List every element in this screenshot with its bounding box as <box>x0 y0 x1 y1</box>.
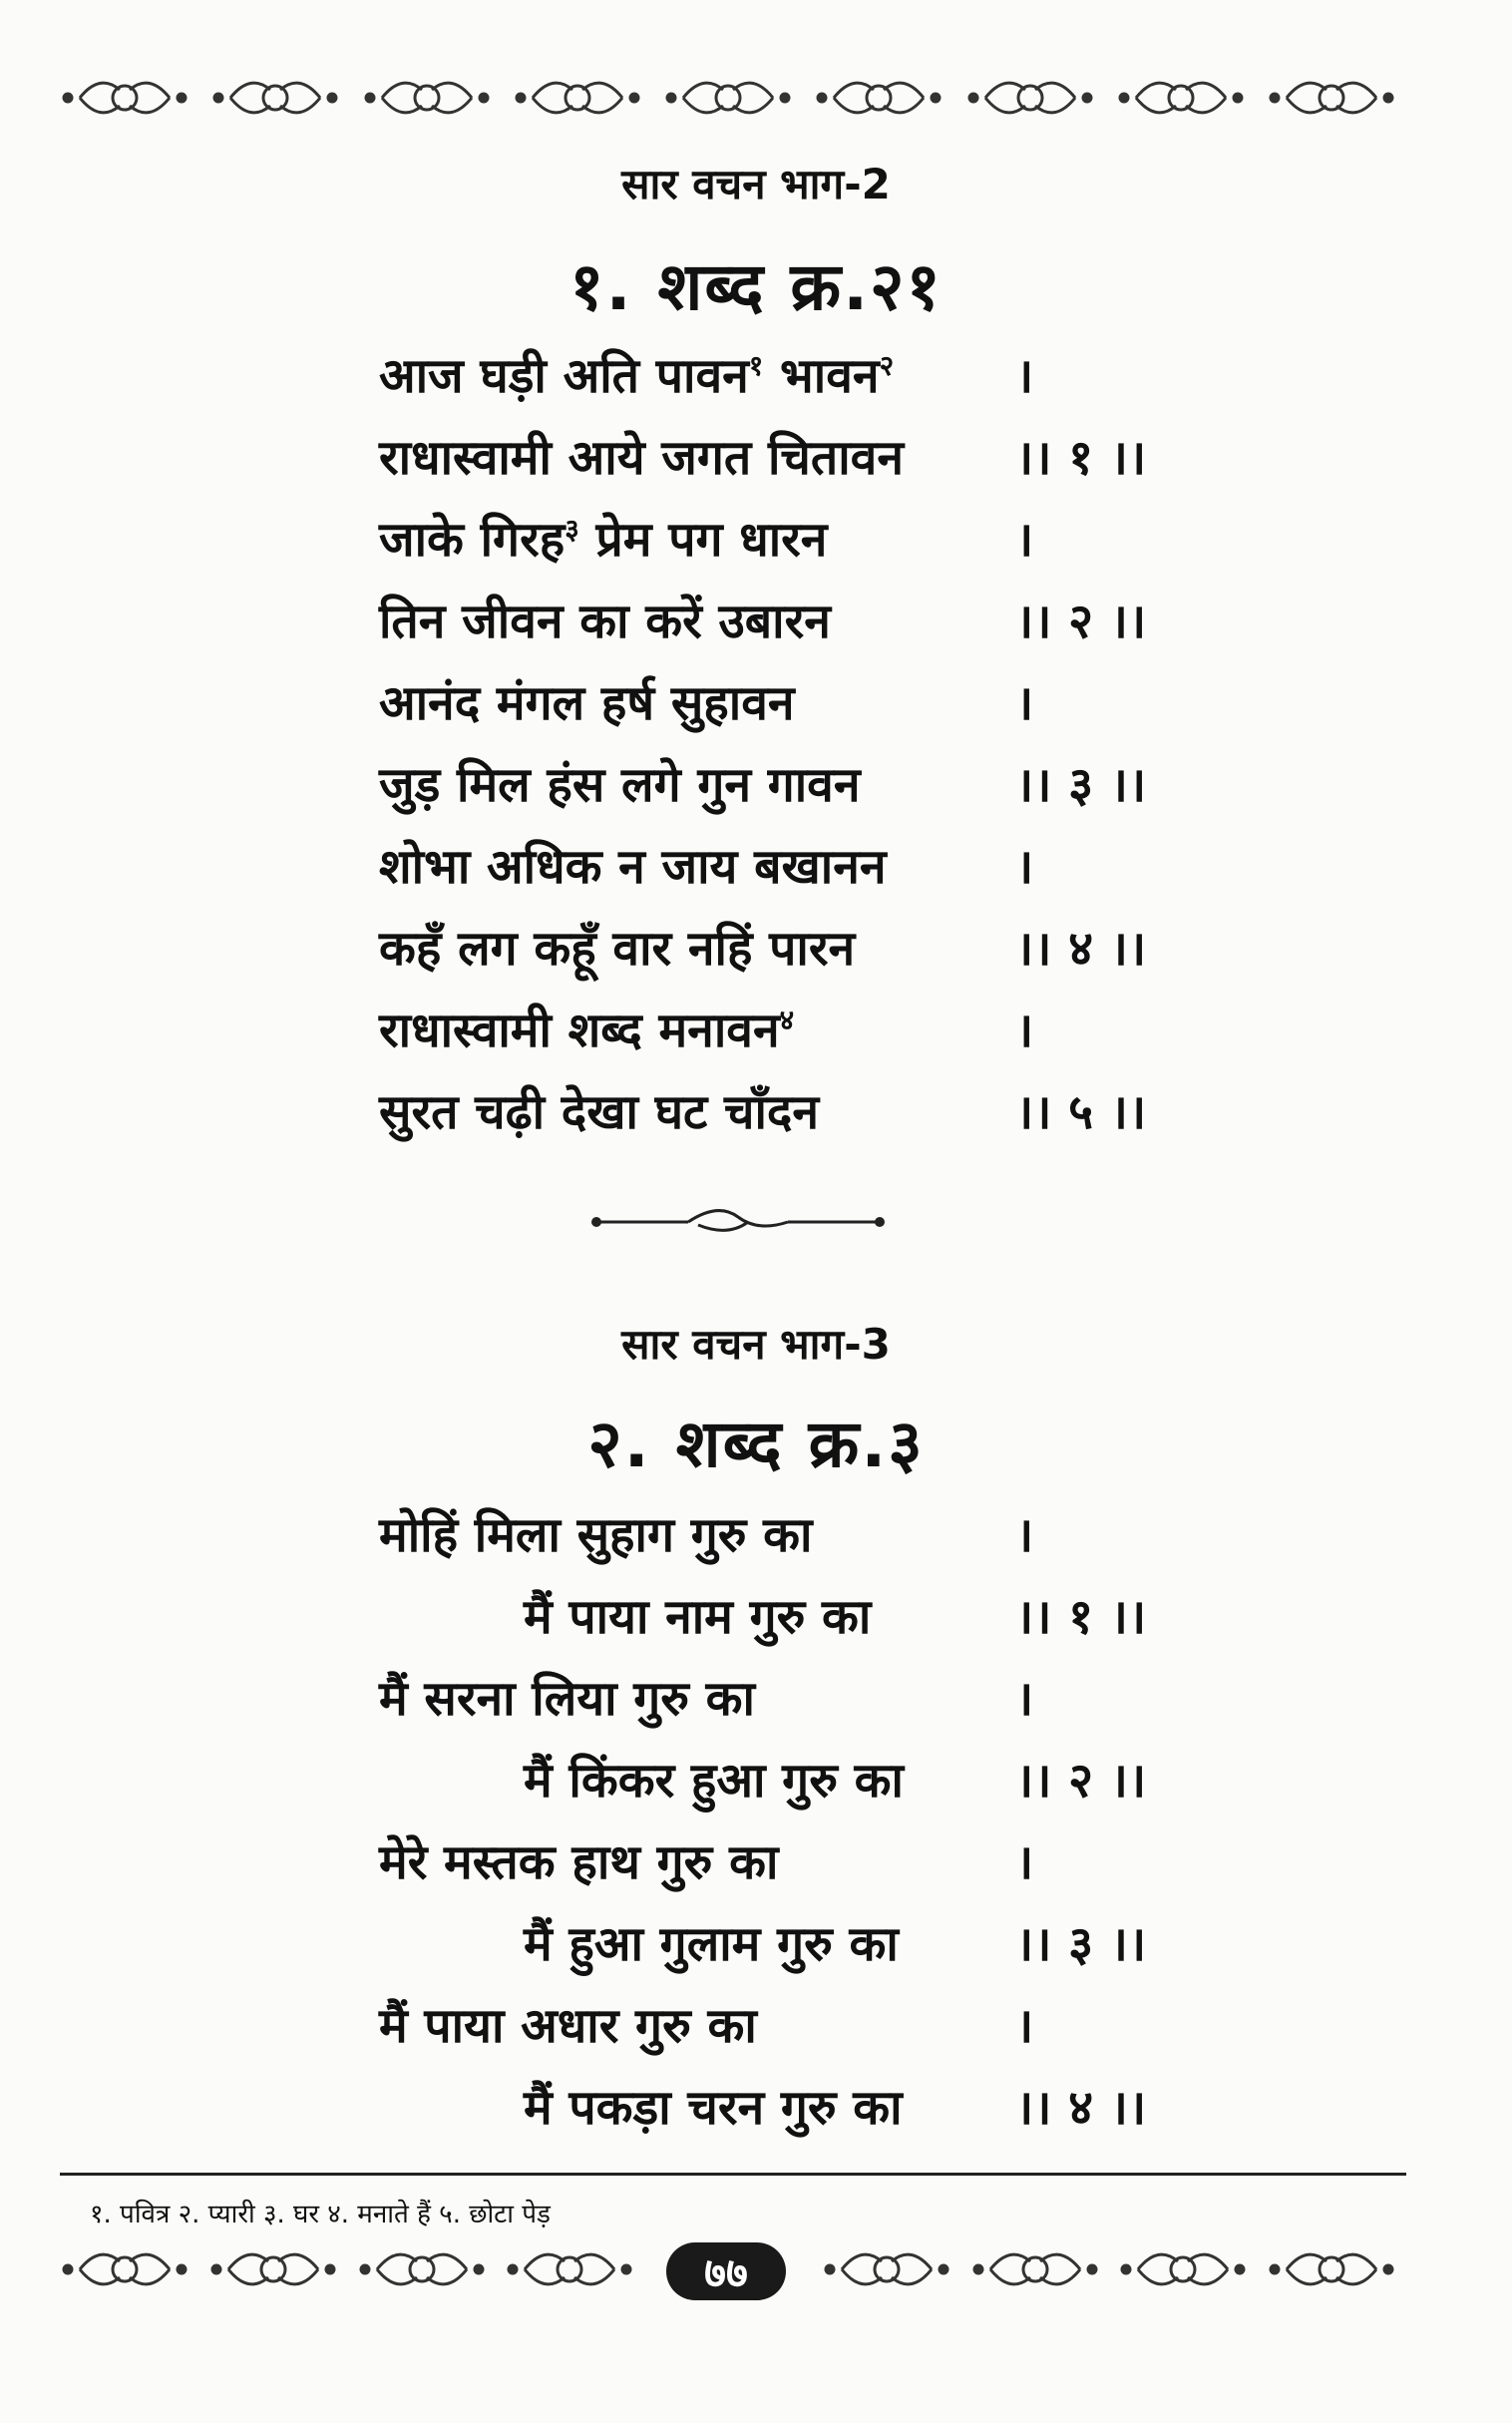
verse-end-mark: ।। २ ।। <box>1015 594 1147 649</box>
verse-line: मेरे मस्तक हाथ गुरु का <box>379 1834 779 1890</box>
floral-ornament-icon <box>1267 68 1396 128</box>
footnote-divider <box>60 2173 1406 2176</box>
verse-line: आनंद मंगल हर्ष सुहावन <box>379 675 795 731</box>
verse-end-mark: । <box>1015 348 1034 404</box>
verse-end-mark: ।। ४ ।। <box>1015 2080 1147 2136</box>
verse-line: कहँ लग कहूँ वार नहिं पारन <box>379 921 856 977</box>
section-1-title: १. शब्द क्र.२१ <box>569 248 943 325</box>
floral-ornament-icon <box>362 68 492 128</box>
verse-end-mark: । <box>1015 1671 1034 1727</box>
verse-line: मैं पाया नाम गुरु का <box>524 1589 872 1645</box>
verse-line: राधास्वामी आये जगत चितावन <box>379 430 905 486</box>
floral-ornament-icon <box>60 2239 189 2299</box>
floral-ornament-icon <box>814 68 944 128</box>
verse-end-mark: ।। १ ।। <box>1015 1589 1147 1645</box>
verse-line: तिन जीवन का करें उबारन <box>379 594 831 649</box>
verse-end-mark: ।। ३ ।। <box>1015 757 1147 813</box>
verse-end-mark: । <box>1015 1834 1034 1890</box>
floral-ornament-icon <box>357 2239 487 2299</box>
verse-line: मैं पाया अधार गुरु का <box>379 1998 757 2054</box>
flourish-divider-icon <box>588 1197 888 1247</box>
floral-ornament-icon <box>965 68 1095 128</box>
verse-line: जुड़ मिल हंस लगे गुन गावन <box>379 757 861 813</box>
section-1-header: सार वचन भाग-2 <box>621 160 891 208</box>
verse-line: मैं पकड़ा चरन गुरु का <box>524 2080 903 2136</box>
verse-end-mark: ।। ४ ।। <box>1015 921 1147 977</box>
verse-end-mark: ।। ३ ।। <box>1015 1916 1147 1972</box>
verse-line: आज घड़ी अति पावन$^१$ भावन$^२$ <box>379 348 895 404</box>
verse-line: मोहिं मिला सुहाग गुरु का <box>379 1507 813 1563</box>
verse-end-mark: । <box>1015 512 1034 568</box>
verse-end-mark: । <box>1015 1507 1034 1563</box>
floral-ornament-icon <box>513 68 642 128</box>
floral-ornament-icon <box>1118 2239 1248 2299</box>
floral-ornament-icon <box>208 2239 338 2299</box>
floral-ornament-icon <box>505 2239 634 2299</box>
floral-ornament-icon <box>663 68 793 128</box>
floral-ornament-icon <box>210 68 340 128</box>
section-2-header: सार वचन भाग-3 <box>621 1320 891 1369</box>
verse-end-mark: । <box>1015 839 1034 895</box>
page-number: ७७ <box>666 2242 786 2300</box>
verse-line: शोभा अधिक न जाय बखानन <box>379 839 887 895</box>
verse-line: सुरत चढ़ी देखा घट चाँदन <box>379 1084 820 1140</box>
floral-ornament-icon <box>1116 68 1246 128</box>
verse-line: मैं किंकर हुआ गुरु का <box>524 1753 904 1809</box>
verse-end-mark: । <box>1015 675 1034 731</box>
floral-ornament-icon <box>822 2239 951 2299</box>
section-2-title: २. शब्द क्र.३ <box>587 1406 925 1482</box>
verse-end-mark: । <box>1015 1003 1034 1058</box>
verse-end-mark: ।। १ ।। <box>1015 430 1147 486</box>
floral-ornament-icon <box>970 2239 1100 2299</box>
floral-ornament-icon <box>1267 2239 1396 2299</box>
verse-line: मैं सरना लिया गुरु का <box>379 1671 755 1727</box>
verse-line: मैं हुआ गुलाम गुरु का <box>524 1916 899 1972</box>
verse-end-mark: ।। ५ ।। <box>1015 1084 1147 1140</box>
floral-ornament-icon <box>60 68 189 128</box>
verse-line: जाके गिरह$^३$ प्रेम पग धारन <box>379 512 828 568</box>
verse-end-mark: ।। २ ।। <box>1015 1753 1147 1809</box>
verse-end-mark: । <box>1015 1998 1034 2054</box>
top-ornament-border <box>60 58 1396 138</box>
footnote: १. पवित्र २. प्यारी ३. घर ४. मनाते हैं ५. छोटा पेड़ <box>90 2200 551 2229</box>
verse-line: राधास्वामी शब्द मनावन$^४$ <box>379 1003 795 1058</box>
